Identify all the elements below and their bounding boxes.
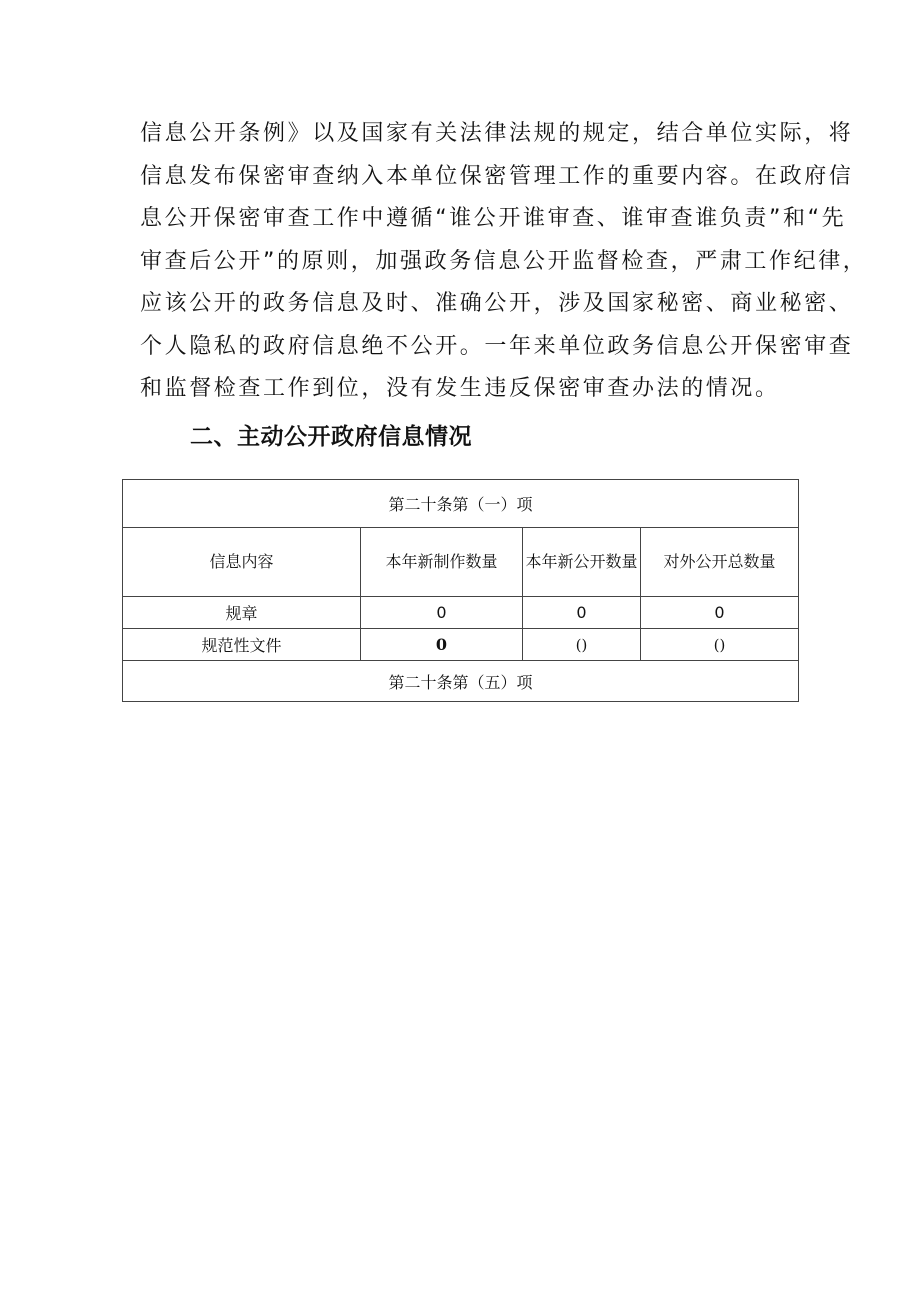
paragraph-line-6: 个人隐私的政府信息绝不公开。一年来单位政务信息公开保密审查	[140, 333, 854, 359]
section1-title: 第二十条第（一）项	[123, 480, 799, 528]
table-title-row	[123, 480, 799, 528]
cell-total-public: ()	[641, 629, 799, 661]
paragraph-line-1: 信息公开条例》以及国家有关法律法规的规定，结合单位实际，将	[140, 121, 854, 146]
table-section5-row	[123, 661, 799, 702]
body-paragraph	[140, 113, 868, 411]
section5-title: 第二十条第（五）项	[123, 661, 799, 702]
paragraph-line-7: 和监督检查工作到位，没有发生违反保密审查办法的情况。	[140, 376, 780, 401]
paragraph-line-4: 审查后公开”的原则，加强政务信息公开监督检查，严肃工作纪律，	[140, 248, 868, 274]
row-label: 规章	[123, 597, 361, 629]
table-header-row	[123, 528, 799, 597]
cell-new-public: 0	[523, 597, 641, 629]
cell-new-made: 0	[361, 597, 523, 629]
cell-new-public: ()	[523, 629, 641, 661]
paragraph-line-3: 息公开保密审查工作中遵循“谁公开谁审查、谁审查谁负责”和“先	[140, 206, 847, 231]
header-total-public: 对外公开总数量	[641, 528, 799, 597]
cell-new-made: 0	[361, 629, 523, 661]
paragraph-line-2: 信息发布保密审查纳入本单位保密管理工作的重要内容。在政府信	[140, 163, 854, 189]
header-new-made: 本年新制作数量	[361, 528, 523, 597]
header-info-content: 信息内容	[123, 528, 361, 597]
table-row	[123, 629, 799, 661]
section-heading: 二、主动公开政府信息情况	[190, 424, 472, 450]
cell-total-public: 0	[641, 597, 799, 629]
header-new-public: 本年新公开数量	[523, 528, 641, 597]
paragraph-line-5: 应该公开的政务信息及时、准确公开，涉及国家秘密、商业秘密、	[140, 291, 854, 316]
row-label: 规范性文件	[123, 629, 361, 661]
info-table	[122, 479, 799, 702]
table-row	[123, 597, 799, 629]
